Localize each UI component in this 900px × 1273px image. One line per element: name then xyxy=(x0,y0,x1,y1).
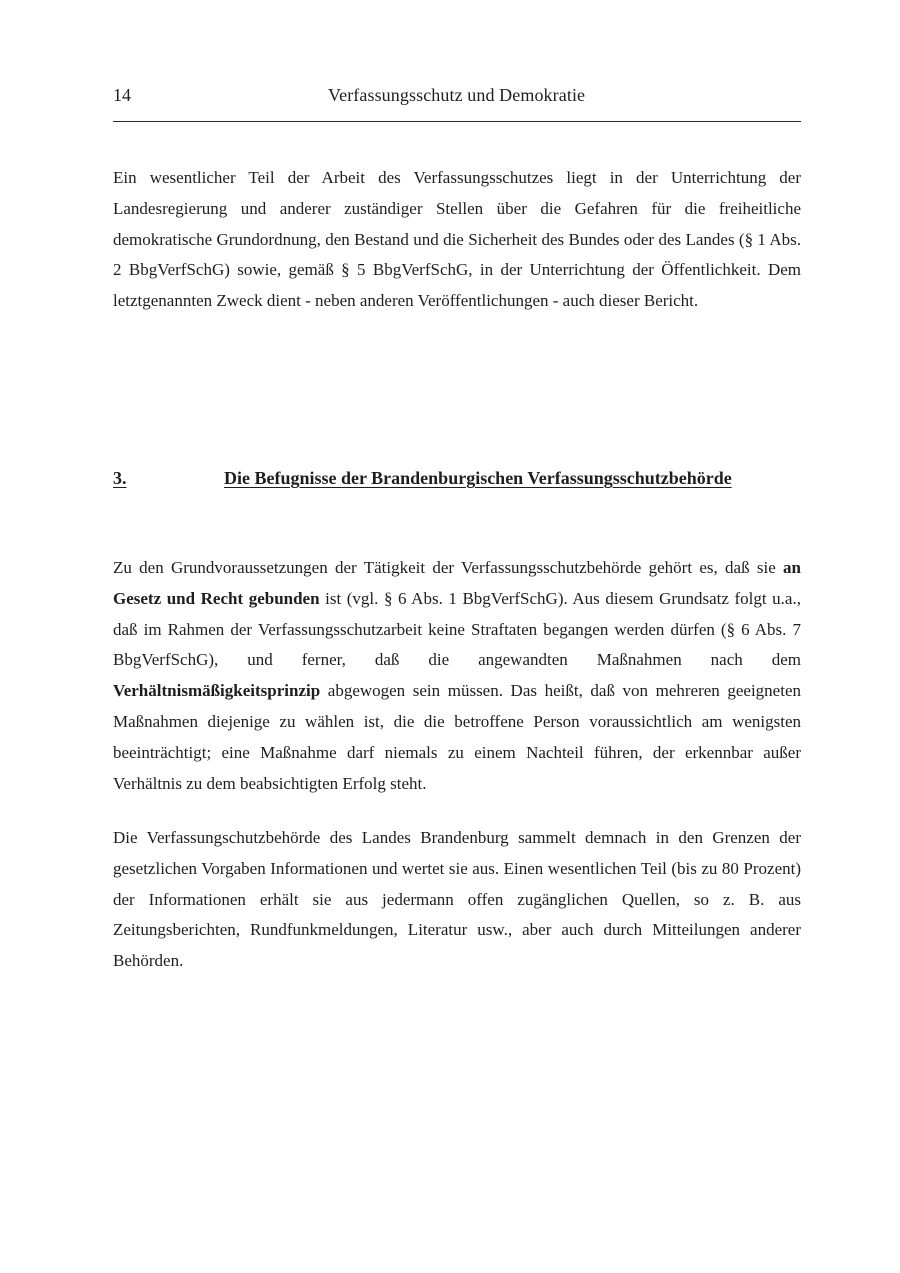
paragraph-text: abgewogen sein müssen. Das heißt, daß von mehreren geeigneten Maßnahmen diejenige zu wählen ist, die die betroffene Person voraussichtlich am wenigsten beeinträchtigt; eine Maßnahme darf niemals zu einem Nachteil führen, der erkennbar außer Verhältnis zu dem beabsichtigten Erfolg steht. xyxy=(113,681,801,793)
emphasis-proportionality: Verhältnismäßigkeitsprinzip xyxy=(113,681,321,701)
section-heading: Die Befugnisse der Brandenburgischen Verfassungsschutzbehörde xyxy=(224,468,732,488)
paragraph-information: Die Verfassungschutzbehörde des Landes Brandenburg sammelt demnach in den Grenzen der gesetzlichen Vorgaben Informationen und wertet sie aus. Einen wesentlichen Teil (bis zu 80 Prozent) der Informationen erhält sie aus jedermann offen zugänglichen Quellen, so z. B. aus Zeitungsberichten, Rundfunkmeldungen, Literatur usw., aber auch durch Mitteilungen anderer Behörden. xyxy=(113,828,801,971)
paragraph-text: Zu den Grundvoraussetzungen der Tätigkeit der Verfassungsschutzbehörde gehört es, daß sie xyxy=(113,558,784,577)
paragraph-powers xyxy=(113,553,801,799)
page-number: 14 xyxy=(113,85,131,105)
header-rule xyxy=(113,121,801,122)
section-number: 3. xyxy=(113,468,127,488)
emphasis-law-bound: an Gesetz und Recht gebunden xyxy=(113,558,801,608)
paragraph-intro: Ein wesentlicher Teil der Arbeit des Verfassungsschutzes liegt in der Unterrichtung der Landesregierung und anderer zuständiger Stellen über die Gefahren für die freiheitliche demokratische Grundordnung, den Bestand und die Sicherheit des Bundes oder des Landes (§ 1 Abs. 2 BbgVerfSchG) sowie, gemäß § 5 BbgVerfSchG, in der Unterrichtung der Öffentlichkeit. Dem letztgenannten Zweck dient - neben anderen Veröffentlichungen - auch dieser Bericht. xyxy=(113,168,801,311)
paragraph-text: ist (vgl. § 6 Abs. 1 BbgVerfSchG). Aus diesem Grundsatz folgt u.a., daß im Rahmen der Verfassungsschutzarbeit keine Straftaten begangen werden dürfen (§ 6 Abs. 7 BbgVerfSchG), und ferner, daß die angewandten Maßnahmen nach dem xyxy=(113,588,801,670)
running-title: Verfassungsschutz und Demokratie xyxy=(328,85,586,105)
